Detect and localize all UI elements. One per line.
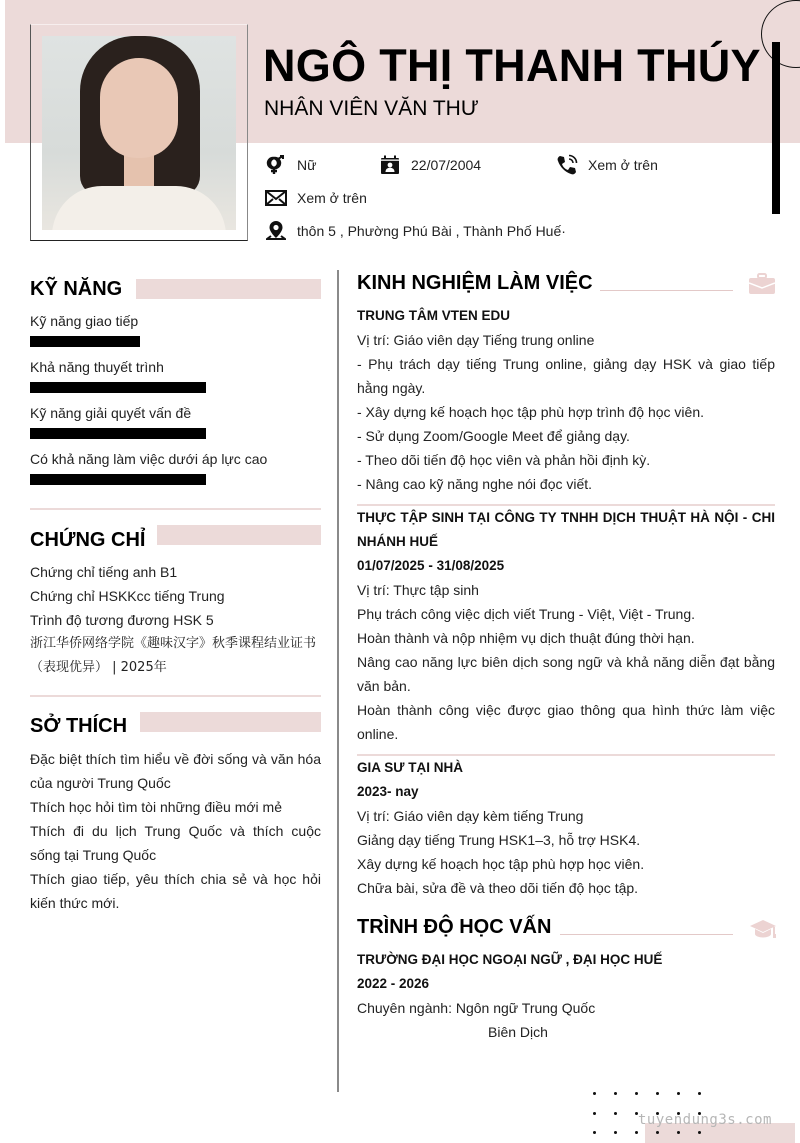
section-divider — [30, 695, 321, 697]
birthday-value: 22/07/2004 — [411, 157, 482, 173]
skill-label: Kỹ năng giao tiếp — [30, 313, 139, 329]
job-details — [357, 328, 775, 496]
gender-icon — [265, 155, 287, 175]
contact-address — [265, 221, 566, 241]
job-line: Phụ trách công việc dịch viết Trung - Việt, Việt - Trung. — [357, 606, 695, 622]
job-line: Nâng cao năng lực biên dịch song ngữ và khả năng diễn đạt bằng văn bản. — [357, 654, 775, 694]
experience-heading-line — [600, 290, 733, 291]
job-line: Vị trí: Giáo viên dạy Tiếng trung online — [357, 332, 595, 348]
briefcase-icon — [749, 273, 775, 295]
contact-phone — [556, 155, 658, 175]
certificates-heading: CHỨNG CHỈ — [30, 529, 146, 551]
skill-label: Kỹ năng giải quyết vấn đề — [30, 405, 192, 421]
email-value: Xem ở trên — [297, 190, 367, 206]
skills-heading: KỸ NĂNG — [30, 278, 123, 300]
contact-birthday — [379, 155, 481, 175]
skill-label: Có khả năng làm việc dưới áp lực cao — [30, 451, 268, 467]
certificate-item: 浙江华侨网络学院《趣味汉字》秋季课程结业证书（表现优异） | 2025年 — [30, 636, 317, 675]
skill-level-bar — [30, 336, 140, 347]
phone-value: Xem ở trên — [588, 157, 658, 173]
section-divider — [30, 508, 321, 510]
education-heading: TRÌNH ĐỘ HỌC VẤN — [357, 916, 552, 938]
certificate-item: Chứng chỉ HSKKcc tiếng Trung — [30, 588, 225, 604]
column-divider — [337, 270, 339, 1092]
hobby-item: Thích đi du lịch Trung Quốc và thích cuộc sống tại Trung Quốc — [30, 823, 321, 863]
job-line: Hoàn thành và nộp nhiệm vụ dịch thuật đúng thời hạn. — [357, 630, 695, 646]
job-entry — [357, 756, 775, 900]
job-line: Vị trí: Giáo viên dạy kèm tiếng Trung — [357, 808, 584, 824]
job-period: 2023- nay — [357, 784, 419, 799]
contact-gender — [265, 155, 316, 175]
skill-level-bar — [30, 428, 206, 439]
certificates-heading-bar — [157, 525, 321, 545]
education-heading-line — [560, 934, 733, 935]
school-name: TRƯỜNG ĐẠI HỌC NGOẠI NGỮ , ĐẠI HỌC HUẾ — [357, 952, 663, 967]
phone-icon — [556, 155, 578, 175]
gender-value: Nữ — [297, 157, 317, 173]
job-line: - Nâng cao kỹ năng nghe nói đọc viết. — [357, 476, 593, 492]
candidate-name: NGÔ THỊ THANH THÚY — [263, 40, 761, 91]
job-company: THỰC TẬP SINH TẠI CÔNG TY TNHH DỊCH THUẬT HÀ NỘI - CHI NHÁNH HUẾ — [357, 510, 775, 549]
skills-heading-bar — [136, 279, 321, 299]
job-line: Hoàn thành công việc được giao thông qua hình thức làm việc online. — [357, 702, 775, 742]
certificate-item: Trình độ tương đương HSK 5 — [30, 612, 214, 628]
decorative-vertical-bar — [772, 42, 780, 214]
education-major: Chuyên ngành: Ngôn ngữ Trung Quốc — [357, 1000, 596, 1016]
address-value: thôn 5 , Phường Phú Bài , Thành Phố Huế· — [297, 223, 566, 239]
calendar-icon — [379, 155, 401, 175]
skill-level-bar — [30, 474, 206, 485]
job-line: Chữa bài, sửa đề và theo dõi tiến độ học tập. — [357, 880, 639, 896]
job-company: GIA SƯ TẠI NHÀ — [357, 760, 463, 775]
job-line: - Xây dựng kế hoạch học tập phù hợp trình độ học viên. — [357, 404, 704, 420]
job-period: 01/07/2025 - 31/08/2025 — [357, 558, 505, 573]
job-line: - Theo dõi tiến độ học viên và phản hồi định kỳ. — [357, 452, 651, 468]
job-line: Giảng dạy tiếng Trung HSK1–3, hỗ trợ HSK4. — [357, 832, 641, 848]
hobby-item: Thích giao tiếp, yêu thích chia sẻ và học hỏi kiến thức mới. — [30, 871, 321, 911]
job-company: TRUNG TÂM VTEN EDU — [357, 308, 510, 323]
skill-label: Khả năng thuyết trình — [30, 359, 164, 375]
skill-level-bar — [30, 382, 206, 393]
education-period: 2022 - 2026 — [357, 976, 430, 991]
email-icon — [265, 188, 287, 208]
watermark: tuyendung3s.com — [638, 1112, 772, 1128]
job-line: - Phụ trách dạy tiếng Trung online, giảng dạy HSK và giao tiếp hằng ngày. — [357, 356, 775, 396]
experience-heading: KINH NGHIỆM LÀM VIỆC — [357, 272, 593, 294]
job-line: Xây dựng kế hoạch học tập phù hợp học viên. — [357, 856, 645, 872]
education-specialization: Biên Dịch — [488, 1024, 548, 1040]
hobbies-heading: SỞ THÍCH — [30, 715, 128, 737]
job-entry — [357, 506, 775, 746]
hobby-item: Đặc biệt thích tìm hiểu về đời sống và văn hóa của người Trung Quốc — [30, 751, 321, 791]
hobby-item: Thích học hỏi tìm tòi những điều mới mẻ — [30, 799, 282, 815]
job-line: Vị trí: Thực tập sinh — [357, 582, 479, 598]
hobbies-heading-bar — [140, 712, 321, 732]
job-title: NHÂN VIÊN VĂN THƯ — [264, 97, 479, 120]
certificate-item: Chứng chỉ tiếng anh B1 — [30, 564, 178, 580]
location-icon — [265, 221, 287, 241]
job-line: - Sử dụng Zoom/Google Meet để giảng dạy. — [357, 428, 630, 444]
contact-email — [265, 188, 367, 208]
avatar — [42, 36, 236, 230]
graduation-cap-icon — [749, 918, 777, 940]
